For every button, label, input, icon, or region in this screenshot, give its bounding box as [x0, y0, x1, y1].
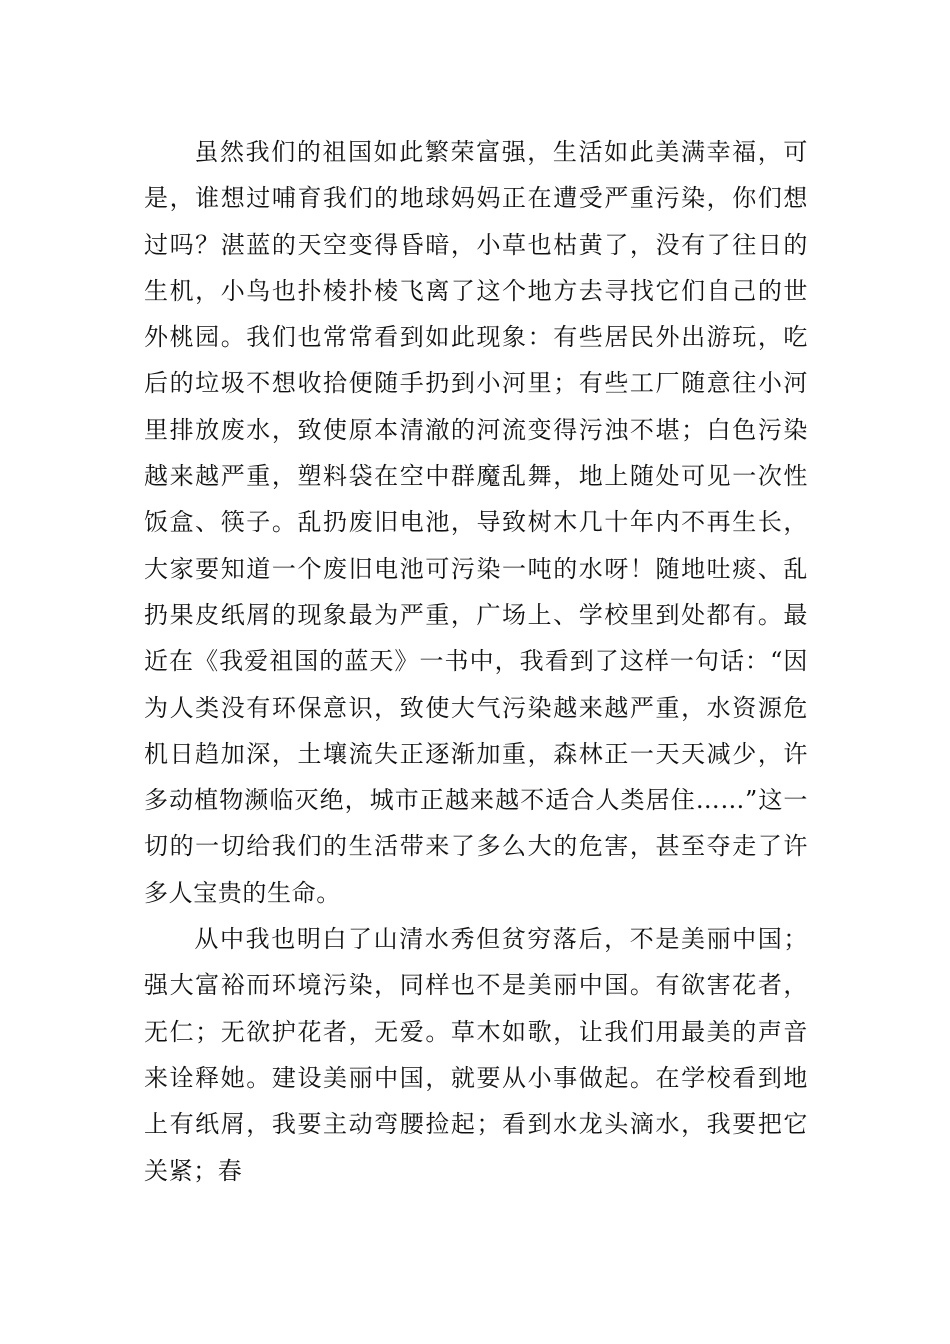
document-body — [144, 129, 808, 1194]
paragraph-pollution-problems: 虽然我们的祖国如此繁荣富强，生活如此美满幸福，可是，谁想过哺育我们的地球妈妈正在遭受严重污染，你们想过吗？湛蓝的天空变得昏暗，小草也枯黄了，没有了往日的生机，小鸟也扑棱扑棱飞离了这个地方去寻找它们自己的世外桃园。我们也常常看到如此现象：有些居民外出游玩，吃后的垃圾不想收拾便随手扔到小河里；有些工厂随意往小河里排放废水，致使原本清澈的河流变得污浊不堪；白色污染越来越严重，塑料袋在空中群魔乱舞，地上随处可见一次性饭盒、筷子。乱扔废旧电池，导致树木几十年内不再生长，大家要知道一个废旧电池可污染一吨的水呀！随地吐痰、乱扔果皮纸屑的现象最为严重，广场上、学校里到处都有。最近在《我爱祖国的蓝天》一书中，我看到了这样一句话：“因为人类没有环保意识，致使大气污染越来越严重，水资源危机日趋加深，土壤流失正逐渐加重，森林正一天天减少，许多动植物濒临灭绝，城市正越来越不适合人类居住……”这一切的一切给我们的生活带来了多么大的危害，甚至夺走了许多人宝贵的生命。 — [144, 138, 808, 907]
paragraph-beautiful-china: 从中我也明白了山清水秀但贫穷落后，不是美丽中国；强大富裕而环境污染，同样也不是美丽中国。有欲害花者，无仁；无欲护花者，无爱。草木如歌，让我们用最美的声音来诠释她。建设美丽中国，就要从小事做起。在学校看到地上有纸屑，我要主动弯腰捡起；看到水龙头滴水，我要把它关紧；春 — [144, 925, 808, 1185]
